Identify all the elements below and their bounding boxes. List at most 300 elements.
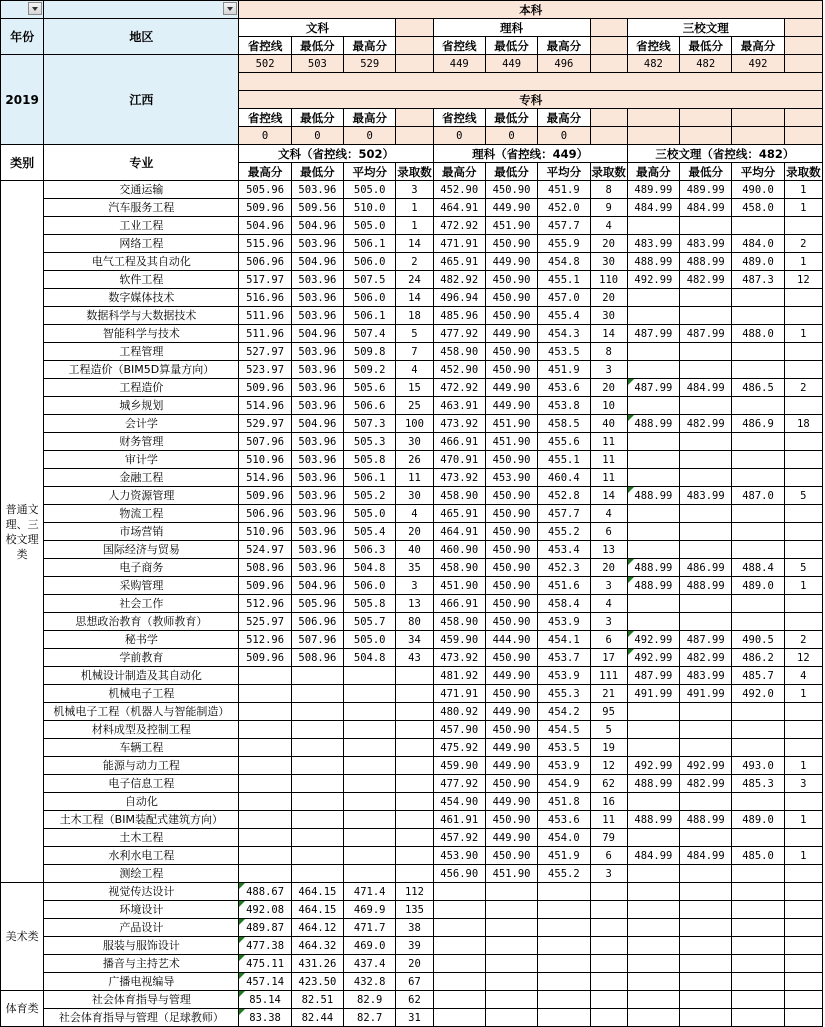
benke-value: 492 xyxy=(732,55,784,73)
major-name: 审计学 xyxy=(44,451,239,469)
zuigao-label: 最高分 xyxy=(344,109,396,127)
table-row xyxy=(1,325,823,343)
max-score: 516.96 xyxy=(239,289,291,307)
admit-count: 4 xyxy=(590,595,627,613)
table-row xyxy=(1,523,823,541)
benke-value: 449 xyxy=(433,55,485,73)
min-score: 503.96 xyxy=(291,487,343,505)
admit-count: 11 xyxy=(396,469,433,487)
table-row xyxy=(1,955,823,973)
min-score: 453.90 xyxy=(485,469,537,487)
min-score: 503.96 xyxy=(291,181,343,199)
region-filter-cell[interactable] xyxy=(44,1,239,19)
col-count: 录取数 xyxy=(397,164,432,179)
major-name: 市场营销 xyxy=(44,523,239,541)
admit-count xyxy=(396,829,433,847)
avg-score xyxy=(732,739,784,757)
min-score xyxy=(680,829,732,847)
avg-score xyxy=(732,433,784,451)
avg-score: 453.8 xyxy=(538,397,590,415)
benke-value: 503 xyxy=(291,55,343,73)
min-score: 482.99 xyxy=(680,271,732,289)
avg-score: 455.9 xyxy=(538,235,590,253)
major-name: 土木工程（BIM装配式建筑方向） xyxy=(44,811,239,829)
avg-score xyxy=(344,667,396,685)
avg-score xyxy=(732,469,784,487)
major-name: 车辆工程 xyxy=(44,739,239,757)
admit-count: 4 xyxy=(590,217,627,235)
shengkong-label: 省控线 xyxy=(433,109,485,127)
avg-score: 437.4 xyxy=(344,955,396,973)
avg-score: 454.5 xyxy=(538,721,590,739)
min-score: 488.99 xyxy=(680,253,732,271)
max-score: 458.90 xyxy=(433,487,485,505)
avg-score xyxy=(732,541,784,559)
avg-score xyxy=(344,865,396,883)
min-score: 503.96 xyxy=(291,379,343,397)
col-max: 最高分 xyxy=(627,163,679,181)
max-score xyxy=(627,361,679,379)
admit-count: 31 xyxy=(396,1009,433,1027)
max-score: 492.99 xyxy=(627,649,679,667)
min-score: 450.90 xyxy=(485,271,537,289)
max-score: 482.92 xyxy=(433,271,485,289)
min-score: 449.90 xyxy=(485,793,537,811)
table-row xyxy=(1,973,823,991)
category-sport: 体育类 xyxy=(1,991,44,1027)
benke-value: 529 xyxy=(344,55,396,73)
admit-count xyxy=(396,793,433,811)
major-name: 社会体育指导与管理 xyxy=(44,991,239,1009)
admit-count xyxy=(784,397,822,415)
min-score: 486.99 xyxy=(680,559,732,577)
avg-score: 453.5 xyxy=(538,739,590,757)
avg-score: 505.0 xyxy=(344,505,396,523)
benke-value: 496 xyxy=(538,55,590,73)
max-score xyxy=(239,811,291,829)
admit-count: 10 xyxy=(590,397,627,415)
admit-count: 4 xyxy=(396,505,433,523)
avg-score xyxy=(732,361,784,379)
max-score xyxy=(239,739,291,757)
max-score xyxy=(433,883,485,901)
major-name: 智能科学与技术 xyxy=(44,325,239,343)
avg-score: 460.4 xyxy=(538,469,590,487)
avg-score xyxy=(732,829,784,847)
avg-score: 458.0 xyxy=(732,199,784,217)
min-score: 508.96 xyxy=(291,649,343,667)
min-score xyxy=(680,901,732,919)
admit-count xyxy=(396,685,433,703)
max-score: 491.99 xyxy=(627,685,679,703)
max-score: 459.90 xyxy=(433,757,485,775)
min-score: 492.99 xyxy=(680,757,732,775)
avg-score xyxy=(344,739,396,757)
admit-count xyxy=(784,307,822,325)
avg-score xyxy=(538,973,590,991)
table-row xyxy=(1,397,823,415)
min-score: 483.99 xyxy=(680,667,732,685)
max-score xyxy=(627,919,679,937)
avg-score: 506.1 xyxy=(344,235,396,253)
col-avg: 平均分 xyxy=(538,163,590,181)
min-score xyxy=(291,829,343,847)
admit-count: 14 xyxy=(590,487,627,505)
avg-score: 490.0 xyxy=(732,181,784,199)
admit-count xyxy=(784,505,822,523)
min-score: 449.90 xyxy=(485,397,537,415)
blank-cell xyxy=(784,127,822,145)
max-score: 480.92 xyxy=(433,703,485,721)
col-count: 录取数 xyxy=(591,164,626,179)
admit-count: 21 xyxy=(590,685,627,703)
max-score: 473.92 xyxy=(433,469,485,487)
min-score xyxy=(680,739,732,757)
min-score xyxy=(680,541,732,559)
min-score: 450.90 xyxy=(485,595,537,613)
avg-score: 505.8 xyxy=(344,451,396,469)
admit-count xyxy=(784,955,822,973)
min-score xyxy=(680,451,732,469)
table-row xyxy=(1,649,823,667)
blank-cell xyxy=(627,127,679,145)
avg-score xyxy=(732,451,784,469)
avg-score: 507.4 xyxy=(344,325,396,343)
admit-count xyxy=(784,865,822,883)
table-row xyxy=(1,217,823,235)
table-row xyxy=(1,469,823,487)
min-score xyxy=(680,217,732,235)
admit-count: 30 xyxy=(396,487,433,505)
admit-count: 5 xyxy=(590,721,627,739)
max-score: 470.91 xyxy=(433,451,485,469)
min-score: 487.99 xyxy=(680,325,732,343)
max-score xyxy=(627,721,679,739)
max-score: 475.11 xyxy=(239,955,291,973)
benke-values-row xyxy=(1,55,823,73)
max-score xyxy=(239,667,291,685)
avg-score: 458.4 xyxy=(538,595,590,613)
admit-count: 110 xyxy=(590,271,627,289)
admit-count xyxy=(784,739,822,757)
avg-score: 454.0 xyxy=(538,829,590,847)
min-score: 82.51 xyxy=(291,991,343,1009)
major-name: 会计学 xyxy=(44,415,239,433)
avg-score xyxy=(732,1009,784,1027)
col-count: 录取数 xyxy=(786,164,821,179)
admit-count: 4 xyxy=(590,505,627,523)
region-label: 地区 xyxy=(44,19,239,55)
max-score xyxy=(627,883,679,901)
min-score xyxy=(291,685,343,703)
min-score: 464.15 xyxy=(291,883,343,901)
col-avg: 平均分 xyxy=(732,163,784,181)
admit-count: 135 xyxy=(396,901,433,919)
admit-count: 14 xyxy=(396,235,433,253)
admit-count xyxy=(784,703,822,721)
admit-count xyxy=(784,469,822,487)
table-row xyxy=(1,379,823,397)
table-row xyxy=(1,595,823,613)
min-score: 450.90 xyxy=(485,721,537,739)
max-score: 488.99 xyxy=(627,253,679,271)
min-score: 503.96 xyxy=(291,271,343,289)
admit-count: 13 xyxy=(590,541,627,559)
table-row xyxy=(1,793,823,811)
min-score xyxy=(680,595,732,613)
max-score: 488.67 xyxy=(239,883,291,901)
table-row xyxy=(1,289,823,307)
admit-count xyxy=(784,289,822,307)
admit-count: 19 xyxy=(590,739,627,757)
admit-count xyxy=(396,703,433,721)
min-score xyxy=(680,937,732,955)
major-name: 学前教育 xyxy=(44,649,239,667)
min-score xyxy=(680,721,732,739)
benke-value: 502 xyxy=(239,55,291,73)
year-label: 年份 xyxy=(1,19,44,55)
blank-cell xyxy=(784,109,822,127)
major-name: 采购管理 xyxy=(44,577,239,595)
admit-count: 12 xyxy=(590,757,627,775)
avg-score: 509.8 xyxy=(344,343,396,361)
avg-score xyxy=(538,901,590,919)
major-name: 数据科学与大数据技术 xyxy=(44,307,239,325)
admit-count: 2 xyxy=(784,379,822,397)
avg-score: 458.5 xyxy=(538,415,590,433)
min-score: 503.96 xyxy=(291,451,343,469)
min-score: 503.96 xyxy=(291,559,343,577)
zuigao-label: 最高分 xyxy=(538,37,590,55)
max-score: 463.91 xyxy=(433,397,485,415)
avg-score xyxy=(732,721,784,739)
max-score: 507.96 xyxy=(239,433,291,451)
major-name: 物流工程 xyxy=(44,505,239,523)
max-score xyxy=(433,937,485,955)
max-score: 514.96 xyxy=(239,469,291,487)
max-score: 464.91 xyxy=(433,199,485,217)
min-score: 503.96 xyxy=(291,343,343,361)
table-row xyxy=(1,739,823,757)
min-score: 488.99 xyxy=(680,577,732,595)
major-name: 交通运输 xyxy=(44,181,239,199)
admit-count: 1 xyxy=(784,757,822,775)
admit-count xyxy=(784,613,822,631)
major-name: 视觉传达设计 xyxy=(44,883,239,901)
max-score: 488.99 xyxy=(627,811,679,829)
admit-count: 67 xyxy=(396,973,433,991)
min-score: 450.90 xyxy=(485,487,537,505)
table-row xyxy=(1,883,823,901)
major-name: 工程管理 xyxy=(44,343,239,361)
admit-count: 3 xyxy=(784,775,822,793)
admit-count: 62 xyxy=(590,775,627,793)
filter-dropdown-icon[interactable] xyxy=(223,2,237,15)
admit-count: 38 xyxy=(396,919,433,937)
min-score xyxy=(680,433,732,451)
avg-score: 469.9 xyxy=(344,901,396,919)
min-score xyxy=(680,505,732,523)
zhuanke-value: 0 xyxy=(433,127,485,145)
table-row xyxy=(1,685,823,703)
min-score: 450.90 xyxy=(485,343,537,361)
avg-score: 453.9 xyxy=(538,667,590,685)
max-score: 488.99 xyxy=(627,775,679,793)
min-score: 450.90 xyxy=(485,523,537,541)
max-score xyxy=(627,1009,679,1027)
admit-count xyxy=(590,883,627,901)
max-score: 508.96 xyxy=(239,559,291,577)
table-row xyxy=(1,775,823,793)
admit-count: 12 xyxy=(784,649,822,667)
min-score xyxy=(680,307,732,325)
min-score: 450.90 xyxy=(485,451,537,469)
max-score: 492.99 xyxy=(627,757,679,775)
col-max: 最高分 xyxy=(239,163,291,181)
admit-count: 62 xyxy=(396,991,433,1009)
zhuanke-value: 0 xyxy=(344,127,396,145)
max-score: 509.96 xyxy=(239,199,291,217)
min-score: 449.90 xyxy=(485,667,537,685)
max-score: 488.99 xyxy=(627,415,679,433)
admit-count: 1 xyxy=(396,199,433,217)
max-score: 85.14 xyxy=(239,991,291,1009)
table-row xyxy=(1,631,823,649)
major-name: 电子信息工程 xyxy=(44,775,239,793)
shengkong-label: 省控线 xyxy=(239,37,291,55)
benke-value: 449 xyxy=(485,55,537,73)
avg-score: 506.1 xyxy=(344,307,396,325)
admit-count: 17 xyxy=(590,649,627,667)
table-row xyxy=(1,577,823,595)
min-score xyxy=(291,739,343,757)
admit-count xyxy=(590,991,627,1009)
blank-cell xyxy=(732,109,784,127)
avg-score xyxy=(344,847,396,865)
admit-count xyxy=(784,937,822,955)
category-label: 类别 xyxy=(1,145,44,181)
avg-score: 505.8 xyxy=(344,595,396,613)
table-row xyxy=(1,757,823,775)
zuidi-label: 最低分 xyxy=(485,109,537,127)
major-name: 数字媒体技术 xyxy=(44,289,239,307)
admit-count: 5 xyxy=(396,325,433,343)
avg-score xyxy=(732,505,784,523)
avg-score: 471.4 xyxy=(344,883,396,901)
admit-count: 4 xyxy=(784,667,822,685)
avg-score: 453.9 xyxy=(538,757,590,775)
table-row xyxy=(1,991,823,1009)
avg-score: 452.3 xyxy=(538,559,590,577)
max-score xyxy=(627,307,679,325)
avg-score: 485.3 xyxy=(732,775,784,793)
avg-score: 484.0 xyxy=(732,235,784,253)
max-score: 452.90 xyxy=(433,361,485,379)
avg-score: 489.0 xyxy=(732,577,784,595)
admit-count xyxy=(784,541,822,559)
max-score: 506.96 xyxy=(239,253,291,271)
major-name: 汽车服务工程 xyxy=(44,199,239,217)
blank-cell xyxy=(680,127,732,145)
max-score: 477.38 xyxy=(239,937,291,955)
min-score: 464.32 xyxy=(291,937,343,955)
avg-score: 455.1 xyxy=(538,451,590,469)
admit-count: 12 xyxy=(784,271,822,289)
max-score: 453.90 xyxy=(433,847,485,865)
zuidi-label: 最低分 xyxy=(291,37,343,55)
max-score: 459.90 xyxy=(433,631,485,649)
min-score: 503.96 xyxy=(291,307,343,325)
max-score: 506.96 xyxy=(239,505,291,523)
max-score xyxy=(627,397,679,415)
max-score: 83.38 xyxy=(239,1009,291,1027)
max-score xyxy=(627,289,679,307)
min-score: 450.90 xyxy=(485,649,537,667)
blank-cell xyxy=(239,73,823,91)
admit-count xyxy=(590,919,627,937)
major-name: 电子商务 xyxy=(44,559,239,577)
avg-score: 451.8 xyxy=(538,793,590,811)
min-score xyxy=(485,991,537,1009)
table-row xyxy=(1,271,823,289)
min-score: 505.96 xyxy=(291,595,343,613)
avg-score: 453.4 xyxy=(538,541,590,559)
max-score: 515.96 xyxy=(239,235,291,253)
min-score xyxy=(291,847,343,865)
avg-score xyxy=(344,775,396,793)
min-score xyxy=(680,523,732,541)
year-filter-cell[interactable] xyxy=(1,1,44,19)
max-score: 471.91 xyxy=(433,235,485,253)
major-name: 软件工程 xyxy=(44,271,239,289)
admit-count: 18 xyxy=(784,415,822,433)
max-score: 465.91 xyxy=(433,253,485,271)
major-name: 国际经济与贸易 xyxy=(44,541,239,559)
min-score: 449.90 xyxy=(485,757,537,775)
max-score: 477.92 xyxy=(433,775,485,793)
max-score: 465.91 xyxy=(433,505,485,523)
category-art: 美术类 xyxy=(1,883,44,991)
avg-score: 457.7 xyxy=(538,217,590,235)
min-score xyxy=(291,793,343,811)
major-name: 能源与动力工程 xyxy=(44,757,239,775)
major-name: 网络工程 xyxy=(44,235,239,253)
major-name: 人力资源管理 xyxy=(44,487,239,505)
avg-score: 490.5 xyxy=(732,631,784,649)
group-header-row xyxy=(1,145,823,163)
max-score xyxy=(433,919,485,937)
max-score xyxy=(627,433,679,451)
max-score xyxy=(627,973,679,991)
avg-score: 82.9 xyxy=(344,991,396,1009)
max-score xyxy=(627,793,679,811)
admit-count: 5 xyxy=(784,487,822,505)
avg-score: 504.8 xyxy=(344,649,396,667)
table-row xyxy=(1,235,823,253)
admit-count: 24 xyxy=(396,271,433,289)
avg-score: 455.4 xyxy=(538,307,590,325)
blank-cell xyxy=(396,127,433,145)
filter-dropdown-icon[interactable] xyxy=(28,2,42,15)
major-name: 金融工程 xyxy=(44,469,239,487)
blank-cell xyxy=(680,109,732,127)
avg-score: 82.7 xyxy=(344,1009,396,1027)
admit-count xyxy=(784,343,822,361)
admit-count xyxy=(590,955,627,973)
max-score xyxy=(627,901,679,919)
max-score: 456.90 xyxy=(433,865,485,883)
admit-count: 1 xyxy=(784,325,822,343)
